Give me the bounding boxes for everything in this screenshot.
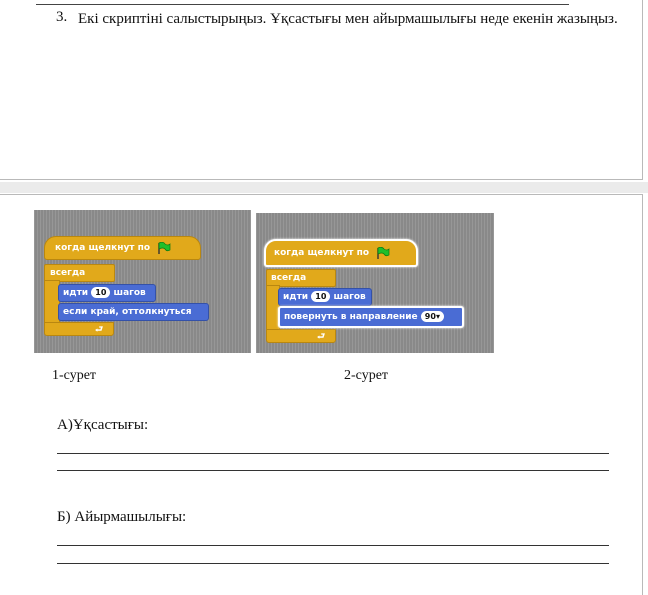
turn-label: повернуть в направление <box>284 312 418 322</box>
forever-block-bottom <box>44 322 114 336</box>
direction-dropdown[interactable]: 90▾ <box>421 311 444 322</box>
move-unit: шагов <box>333 292 366 302</box>
bounce-on-edge-block <box>58 303 209 321</box>
when-flag-clicked-block <box>44 236 201 260</box>
caption-image-2: 2-сурет <box>344 368 389 383</box>
forever-label: всегда <box>50 268 86 278</box>
answer-line-1[interactable] <box>57 453 609 454</box>
bounce-label: если край, оттолкнуться <box>63 307 192 317</box>
move-unit: шагов <box>113 288 146 298</box>
forever-label: всегда <box>271 273 307 283</box>
move-steps-input[interactable]: 10 <box>311 291 330 302</box>
script-image-2 <box>256 213 494 353</box>
move-label: идти <box>63 288 89 298</box>
forever-block-bottom <box>266 329 336 343</box>
green-flag-icon <box>157 242 171 254</box>
move-steps-block <box>278 288 372 306</box>
move-steps-block <box>58 284 156 302</box>
answer-line-2[interactable] <box>57 470 609 471</box>
answer-line-4[interactable] <box>57 563 609 564</box>
when-flag-clicked-block <box>264 239 418 267</box>
hat-block-label: когда щелкнут по <box>274 248 370 258</box>
direction-value: 90 <box>424 312 436 321</box>
point-in-direction-block <box>278 306 464 328</box>
script-image-1 <box>34 210 251 353</box>
question-text: Екі скриптіні салыстырыңыз. Ұқсастығы мен айырмашылығы неде екенін жазыңыз. <box>78 11 618 27</box>
question-number: 3. <box>56 9 68 25</box>
hat-block-label: когда щелкнут по <box>55 243 151 253</box>
answer-line-3[interactable] <box>57 545 609 546</box>
move-steps-input[interactable]: 10 <box>91 287 110 298</box>
difference-label: Б) Айырмашылығы: <box>57 509 187 525</box>
header-rule <box>36 4 569 5</box>
page-separator <box>0 182 648 193</box>
loop-arrow-icon: ⮐ <box>317 332 326 342</box>
caption-image-1: 1-сурет <box>52 368 97 383</box>
green-flag-icon <box>376 247 390 259</box>
similarity-label: А)Ұқсастығы: <box>57 417 149 433</box>
loop-arrow-icon: ⮐ <box>95 325 104 335</box>
move-label: идти <box>283 292 309 302</box>
